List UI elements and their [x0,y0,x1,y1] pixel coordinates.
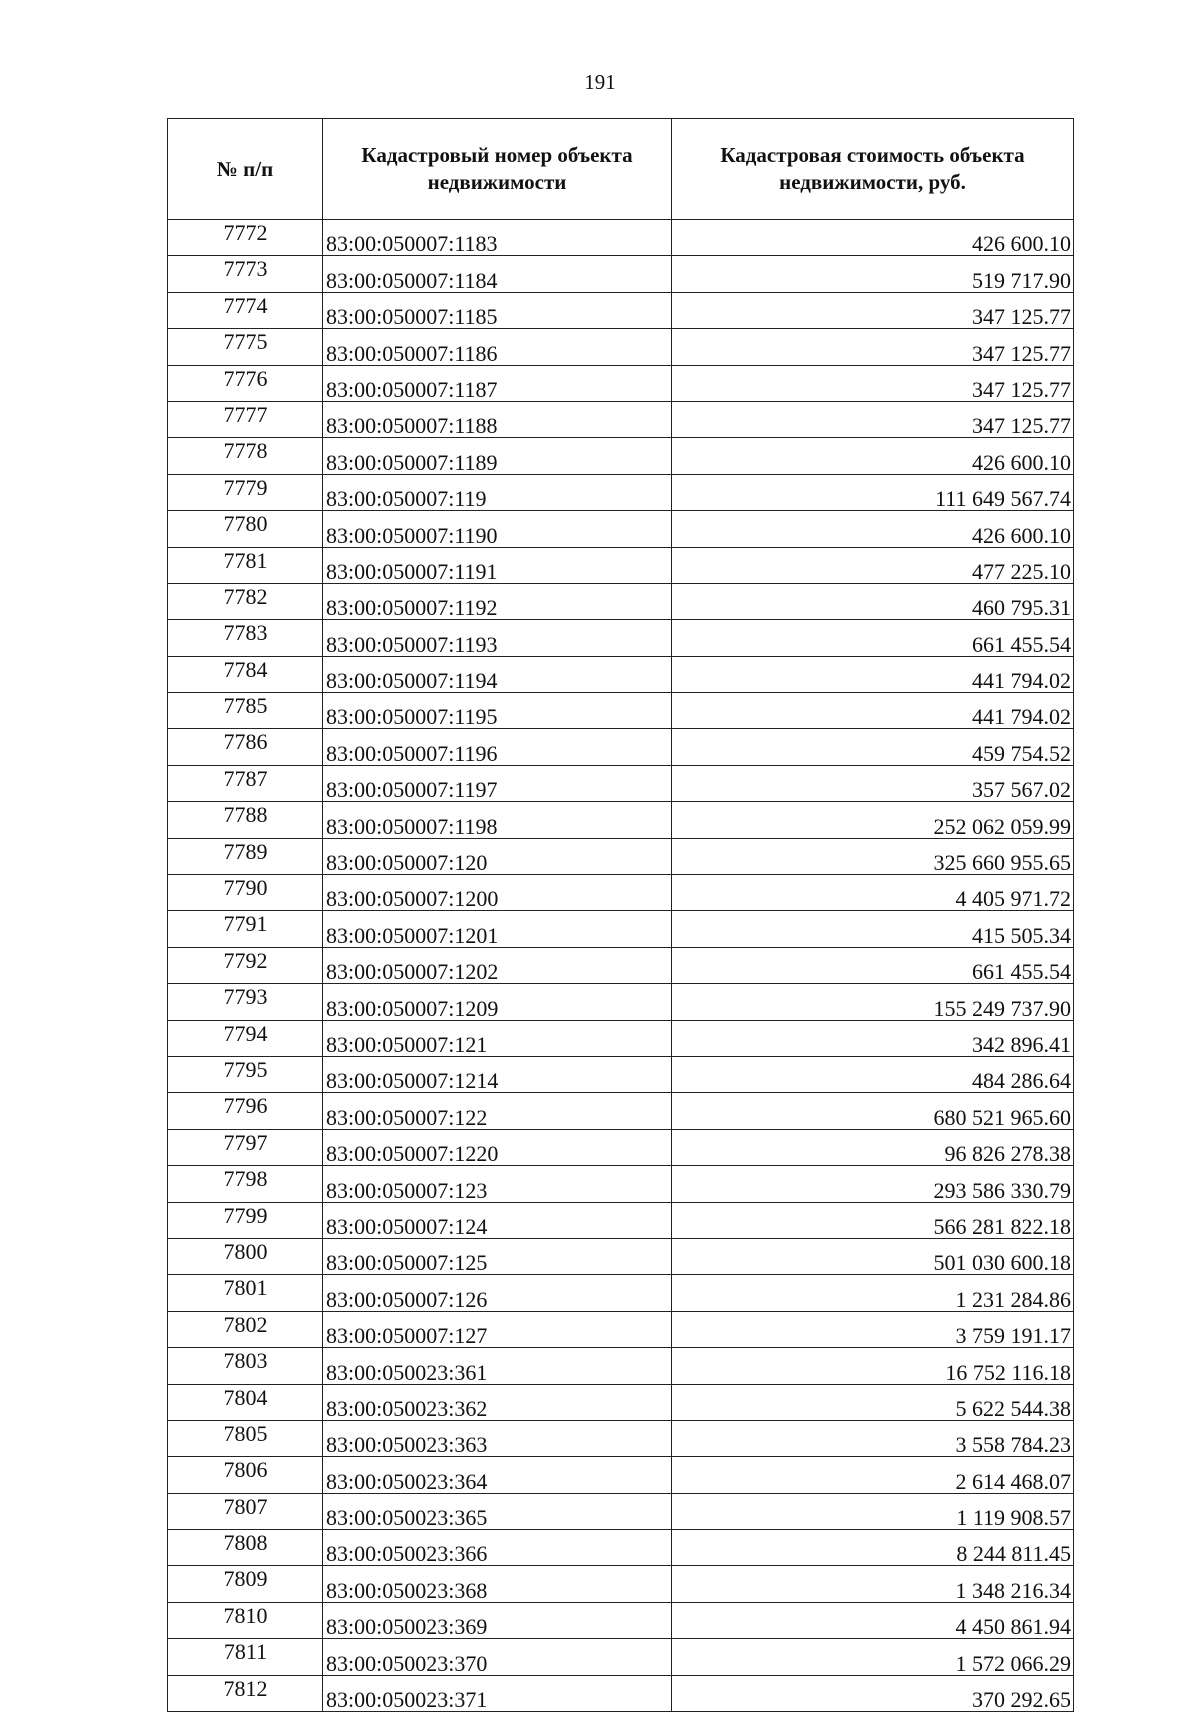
cadastral-value-cell: 252 062 059.99 [672,802,1074,838]
column-header-cadastral-value: Кадастровая стоимость объекта недвижимости, руб. [672,119,1074,220]
cadastral-number-cell: 83:00:050007:1196 [323,729,672,765]
table-row [168,984,1074,1020]
cadastral-value-cell: 3 558 784.23 [672,1420,1074,1456]
cadastral-number-cell: 83:00:050023:369 [323,1602,672,1638]
row-number-cell: 7799 [168,1202,323,1238]
table-row [168,1675,1074,1711]
table-row [168,802,1074,838]
table-row [168,256,1074,292]
cadastral-number-cell: 83:00:050007:124 [323,1202,672,1238]
table-body [168,220,1074,1712]
row-number-cell: 7803 [168,1348,323,1384]
row-number-cell: 7790 [168,875,323,911]
cadastral-value-cell: 519 717.90 [672,256,1074,292]
cadastral-value-cell: 347 125.77 [672,329,1074,365]
cadastral-number-cell: 83:00:050007:1189 [323,438,672,474]
cadastral-value-cell: 2 614 468.07 [672,1457,1074,1493]
row-number-cell: 7812 [168,1675,323,1711]
row-number-cell: 7779 [168,474,323,510]
header-row [168,119,1074,220]
cadastral-value-cell: 293 586 330.79 [672,1166,1074,1202]
cadastral-value-cell: 8 244 811.45 [672,1530,1074,1566]
cadastral-value-cell: 477 225.10 [672,547,1074,583]
table-row [168,765,1074,801]
row-number-cell: 7808 [168,1530,323,1566]
table-row [168,1129,1074,1165]
table-row [168,1639,1074,1675]
cadastral-value-cell: 426 600.10 [672,438,1074,474]
row-number-cell: 7796 [168,1093,323,1129]
table-row [168,1056,1074,1092]
row-number-cell: 7792 [168,947,323,983]
row-number-cell: 7791 [168,911,323,947]
cadastral-value-cell: 111 649 567.74 [672,474,1074,510]
row-number-cell: 7780 [168,511,323,547]
cadastral-number-cell: 83:00:050007:1188 [323,401,672,437]
row-number-cell: 7784 [168,656,323,692]
table-row [168,1020,1074,1056]
cadastral-number-cell: 83:00:050007:1191 [323,547,672,583]
cadastral-number-cell: 83:00:050007:126 [323,1275,672,1311]
cadastral-number-cell: 83:00:050007:1186 [323,329,672,365]
table-row [168,365,1074,401]
cadastral-value-cell: 155 249 737.90 [672,984,1074,1020]
cadastral-value-cell: 1 119 908.57 [672,1493,1074,1529]
cadastral-number-cell: 83:00:050007:1200 [323,875,672,911]
cadastral-number-cell: 83:00:050023:363 [323,1420,672,1456]
cadastral-number-cell: 83:00:050023:365 [323,1493,672,1529]
cadastral-value-cell: 661 455.54 [672,947,1074,983]
cadastral-number-cell: 83:00:050023:371 [323,1675,672,1711]
cadastral-number-cell: 83:00:050007:1198 [323,802,672,838]
table-row [168,693,1074,729]
cadastral-value-table [167,118,1074,1712]
table-header [168,119,1074,220]
table-row [168,656,1074,692]
row-number-cell: 7793 [168,984,323,1020]
table-row [168,547,1074,583]
cadastral-value-cell: 96 826 278.38 [672,1129,1074,1165]
row-number-cell: 7798 [168,1166,323,1202]
table-row [168,474,1074,510]
column-header-number: № п/п [168,119,323,220]
cadastral-number-cell: 83:00:050007:1209 [323,984,672,1020]
cadastral-number-cell: 83:00:050007:121 [323,1020,672,1056]
cadastral-number-cell: 83:00:050007:1190 [323,511,672,547]
table-row [168,220,1074,256]
row-number-cell: 7800 [168,1238,323,1274]
table-row [168,1348,1074,1384]
row-number-cell: 7782 [168,583,323,619]
cadastral-number-cell: 83:00:050023:368 [323,1566,672,1602]
row-number-cell: 7775 [168,329,323,365]
cadastral-value-cell: 426 600.10 [672,220,1074,256]
row-number-cell: 7778 [168,438,323,474]
cadastral-value-cell: 501 030 600.18 [672,1238,1074,1274]
row-number-cell: 7797 [168,1129,323,1165]
row-number-cell: 7806 [168,1457,323,1493]
cadastral-value-cell: 415 505.34 [672,911,1074,947]
cadastral-value-cell: 1 348 216.34 [672,1566,1074,1602]
cadastral-number-cell: 83:00:050007:1214 [323,1056,672,1092]
row-number-cell: 7811 [168,1639,323,1675]
cadastral-number-cell: 83:00:050007:1202 [323,947,672,983]
row-number-cell: 7801 [168,1275,323,1311]
cadastral-value-cell: 370 292.65 [672,1675,1074,1711]
row-number-cell: 7787 [168,765,323,801]
cadastral-value-cell: 325 660 955.65 [672,838,1074,874]
table-row [168,838,1074,874]
row-number-cell: 7804 [168,1384,323,1420]
cadastral-number-cell: 83:00:050007:1184 [323,256,672,292]
column-header-cadastral-number: Кадастровый номер объекта недвижимости [323,119,672,220]
table-row [168,1275,1074,1311]
cadastral-value-cell: 1 231 284.86 [672,1275,1074,1311]
cadastral-number-cell: 83:00:050023:362 [323,1384,672,1420]
cadastral-value-cell: 680 521 965.60 [672,1093,1074,1129]
table-row [168,438,1074,474]
cadastral-number-cell: 83:00:050007:1220 [323,1129,672,1165]
cadastral-value-cell: 347 125.77 [672,401,1074,437]
row-number-cell: 7809 [168,1566,323,1602]
cadastral-value-cell: 357 567.02 [672,765,1074,801]
cadastral-number-cell: 83:00:050007:1192 [323,583,672,619]
cadastral-number-cell: 83:00:050007:1197 [323,765,672,801]
table-row [168,1566,1074,1602]
row-number-cell: 7788 [168,802,323,838]
cadastral-number-cell: 83:00:050007:1193 [323,620,672,656]
cadastral-value-cell: 1 572 066.29 [672,1639,1074,1675]
cadastral-value-cell: 426 600.10 [672,511,1074,547]
cadastral-value-cell: 459 754.52 [672,729,1074,765]
row-number-cell: 7783 [168,620,323,656]
cadastral-value-cell: 661 455.54 [672,620,1074,656]
table-row [168,511,1074,547]
table-row [168,729,1074,765]
cadastral-value-cell: 484 286.64 [672,1056,1074,1092]
cadastral-value-cell: 3 759 191.17 [672,1311,1074,1347]
row-number-cell: 7774 [168,292,323,328]
table-row [168,1384,1074,1420]
cadastral-number-cell: 83:00:050007:1185 [323,292,672,328]
cadastral-number-cell: 83:00:050007:1187 [323,365,672,401]
page-number: 191 [584,70,616,94]
table-row [168,947,1074,983]
cadastral-number-cell: 83:00:050007:1183 [323,220,672,256]
cadastral-number-cell: 83:00:050007:122 [323,1093,672,1129]
table-row [168,1420,1074,1456]
row-number-cell: 7795 [168,1056,323,1092]
table-row [168,292,1074,328]
row-number-cell: 7781 [168,547,323,583]
row-number-cell: 7776 [168,365,323,401]
table-row [168,1166,1074,1202]
row-number-cell: 7785 [168,693,323,729]
cadastral-number-cell: 83:00:050007:120 [323,838,672,874]
cadastral-number-cell: 83:00:050023:366 [323,1530,672,1566]
cadastral-number-cell: 83:00:050007:123 [323,1166,672,1202]
table-row [168,1530,1074,1566]
cadastral-value-cell: 347 125.77 [672,365,1074,401]
cadastral-value-cell: 342 896.41 [672,1020,1074,1056]
table-row [168,583,1074,619]
row-number-cell: 7777 [168,401,323,437]
row-number-cell: 7807 [168,1493,323,1529]
cadastral-value-cell: 566 281 822.18 [672,1202,1074,1238]
row-number-cell: 7802 [168,1311,323,1347]
row-number-cell: 7810 [168,1602,323,1638]
cadastral-number-cell: 83:00:050023:364 [323,1457,672,1493]
cadastral-number-cell: 83:00:050023:361 [323,1348,672,1384]
table-row [168,1493,1074,1529]
cadastral-number-cell: 83:00:050007:1195 [323,693,672,729]
table-row [168,1602,1074,1638]
cadastral-number-cell: 83:00:050007:127 [323,1311,672,1347]
cadastral-number-cell: 83:00:050007:1201 [323,911,672,947]
cadastral-value-cell: 460 795.31 [672,583,1074,619]
table-row [168,620,1074,656]
cadastral-value-cell: 441 794.02 [672,693,1074,729]
table-row [168,1093,1074,1129]
table-row [168,875,1074,911]
cadastral-number-cell: 83:00:050007:125 [323,1238,672,1274]
row-number-cell: 7794 [168,1020,323,1056]
table-row [168,1457,1074,1493]
cadastral-number-cell: 83:00:050007:119 [323,474,672,510]
cadastral-value-cell: 347 125.77 [672,292,1074,328]
row-number-cell: 7772 [168,220,323,256]
row-number-cell: 7805 [168,1420,323,1456]
table-row [168,1202,1074,1238]
table-row [168,401,1074,437]
row-number-cell: 7773 [168,256,323,292]
row-number-cell: 7789 [168,838,323,874]
cadastral-number-cell: 83:00:050007:1194 [323,656,672,692]
table-row [168,329,1074,365]
cadastral-value-cell: 441 794.02 [672,656,1074,692]
table-row [168,1238,1074,1274]
row-number-cell: 7786 [168,729,323,765]
cadastral-value-cell: 16 752 116.18 [672,1348,1074,1384]
cadastral-value-cell: 4 450 861.94 [672,1602,1074,1638]
table-row [168,1311,1074,1347]
cadastral-value-cell: 4 405 971.72 [672,875,1074,911]
cadastral-number-cell: 83:00:050023:370 [323,1639,672,1675]
cadastral-value-cell: 5 622 544.38 [672,1384,1074,1420]
table-row [168,911,1074,947]
